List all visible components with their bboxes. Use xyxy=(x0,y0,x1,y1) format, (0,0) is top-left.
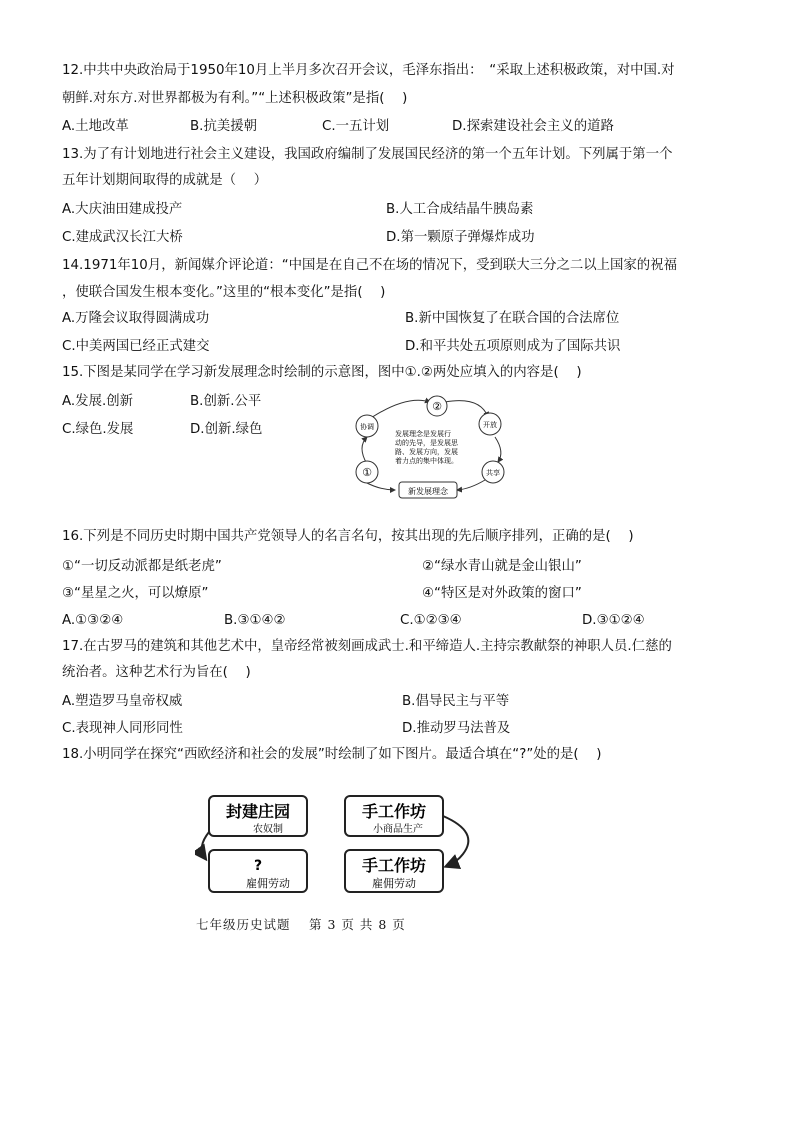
q17-option-a: A.塑造罗马皇帝权威 xyxy=(62,694,183,709)
q16-stem: 16.下列是不同历史时期中国共产党领导人的名言名句，按其出现的先后顺序排列，正确的是( ) xyxy=(62,529,634,544)
q13-stem-line2: 五年计划期间取得的成就是（ ） xyxy=(62,173,268,188)
q15-option-b: B.创新.公平 xyxy=(190,394,262,409)
diagram-node-1: ① xyxy=(362,466,372,479)
q12-stem-line1: 12.中共中央政治局于1950年10月上半月多次召开会议，毛泽东指出： “采取上述积极政策，对中国.对 xyxy=(62,63,675,78)
box-workshop-sub-1: 小商品生产 xyxy=(373,824,423,835)
q14-option-b: B.新中国恢复了在联合国的合法席位 xyxy=(405,311,620,326)
diagram-node-coordination: 协调 xyxy=(360,423,374,431)
box-workshop-title-2: 手工作坊 xyxy=(361,856,427,875)
q13-option-b: B.人工合成结晶牛胰岛素 xyxy=(386,202,534,217)
q16-quote-3: ③“星星之火，可以燎原” xyxy=(62,586,209,601)
q18-stem: 18.小明同学在探究“西欧经济和社会的发展”时绘制了如下图片。最适合填在“?”处的是( ) xyxy=(62,747,602,762)
q16-quote-1: ①“一切反动派都是纸老虎” xyxy=(62,559,222,574)
q17-stem-line2: 统治者。这种艺术行为旨在( ) xyxy=(62,665,251,680)
diagram-node-2: ② xyxy=(432,400,442,413)
box-unknown-title: ? xyxy=(253,858,263,874)
q13-stem-line1: 13.为了有计划地进行社会主义建设，我国政府编制了发展国民经济的第一个五年计划。下列属于第一个 xyxy=(62,147,673,162)
q16-option-b: B.③①④② xyxy=(224,613,286,628)
diagram-node-openness: 开放 xyxy=(483,421,497,429)
q14-stem-line1: 14.1971年10月，新闻媒介评论道：“中国是在自己不在场的情况下，受到联大三分之二以上国家的祝福 xyxy=(62,258,677,273)
diagram-center-text-1: 发展理念是发展行 xyxy=(395,430,451,438)
box-feudal-manor-title: 封建庄园 xyxy=(225,802,291,821)
box-workshop-title-1: 手工作坊 xyxy=(361,802,427,821)
western-europe-economy-diagram xyxy=(195,792,480,898)
diagram-center-text-4: 着力点的集中体现。 xyxy=(395,457,458,465)
box-feudal-manor-sub: 农奴制 xyxy=(253,824,283,835)
diagram-center-text-2: 动的先导，是发展思 xyxy=(395,439,458,447)
q13-option-c: C.建成武汉长江大桥 xyxy=(62,230,183,245)
box-unknown-sub: 雇佣劳动 xyxy=(246,877,290,890)
diagram-bottom-box: 新发展理念 xyxy=(408,487,448,496)
q16-option-d: D.③①②④ xyxy=(582,613,645,628)
q16-option-a: A.①③②④ xyxy=(62,613,124,628)
q13-option-d: D.第一颗原子弹爆炸成功 xyxy=(386,230,535,245)
q12-option-b: B.抗美援朝 xyxy=(190,119,258,134)
q15-stem: 15.下图是某同学在学习新发展理念时绘制的示意图，图中①.②两处应填入的内容是( ) xyxy=(62,365,582,380)
q12-option-d: D.探索建设社会主义的道路 xyxy=(452,119,614,134)
q16-quote-2: ②“绿水青山就是金山银山” xyxy=(422,559,582,574)
diagram-node-sharing: 共享 xyxy=(486,469,500,477)
q17-option-c: C.表现神人同形同性 xyxy=(62,721,183,736)
diagram-center-text-3: 路、发展方向，发展 xyxy=(395,448,458,456)
q14-stem-line2: ，使联合国发生根本变化。”这里的“根本变化”是指( ) xyxy=(62,285,386,300)
q15-option-c: C.绿色.发展 xyxy=(62,422,134,437)
q15-option-a: A.发展.创新 xyxy=(62,394,133,409)
q17-option-b: B.倡导民主与平等 xyxy=(402,694,510,709)
q14-option-a: A.万隆会议取得圆满成功 xyxy=(62,311,210,326)
q13-option-a: A.大庆油田建成投产 xyxy=(62,202,183,217)
q15-option-d: D.创新.绿色 xyxy=(190,422,263,437)
new-development-concept-diagram xyxy=(345,392,525,504)
q16-option-c: C.①②③④ xyxy=(400,613,462,628)
q12-stem-line2: 朝鲜.对东方.对世界都极为有利。”“上述积极政策”是指( ) xyxy=(62,91,408,106)
box-workshop-sub-2: 雇佣劳动 xyxy=(372,877,416,890)
q14-option-c: C.中美两国已经正式建交 xyxy=(62,339,210,354)
q12-option-a: A.土地改革 xyxy=(62,119,129,134)
q16-quote-4: ④“特区是对外政策的窗口” xyxy=(422,586,582,601)
q12-option-c: C.一五计划 xyxy=(322,119,390,134)
q17-option-d: D.推动罗马法普及 xyxy=(402,721,511,736)
page-footer: 七年级历史试题 第 3 页 共 8 页 xyxy=(196,917,406,932)
q17-stem-line1: 17.在古罗马的建筑和其他艺术中，皇帝经常被刻画成武士.和平缔造人.主持宗教献祭的神职人员.仁慈的 xyxy=(62,639,672,654)
q14-option-d: D.和平共处五项原则成为了国际共识 xyxy=(405,339,621,354)
